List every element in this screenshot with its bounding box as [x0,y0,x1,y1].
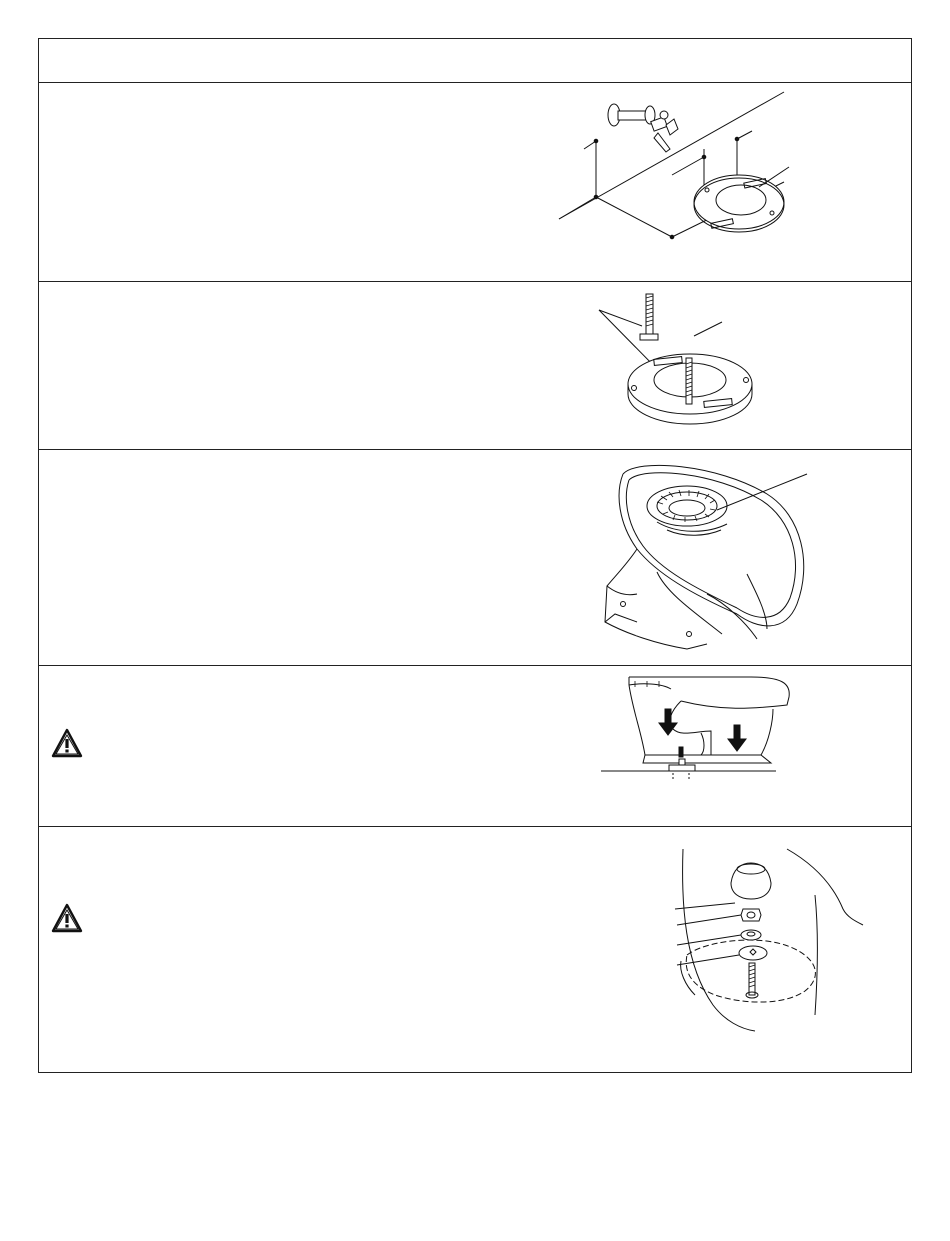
instruction-sheet [38,38,912,1073]
step-2 [39,282,911,450]
set-toilet-diagram [601,671,791,791]
caution-icon [51,728,83,758]
step-3 [39,450,911,666]
rough-in-diagram [554,87,804,277]
bolt-cap-diagram [665,845,865,1033]
t-bolt-flange-diagram [594,288,814,448]
wax-ring-diagram [597,454,827,654]
header-row [39,39,911,83]
caution-icon [51,903,83,933]
step-4 [39,666,911,827]
step-1 [39,83,911,282]
step-5 [39,827,911,1074]
